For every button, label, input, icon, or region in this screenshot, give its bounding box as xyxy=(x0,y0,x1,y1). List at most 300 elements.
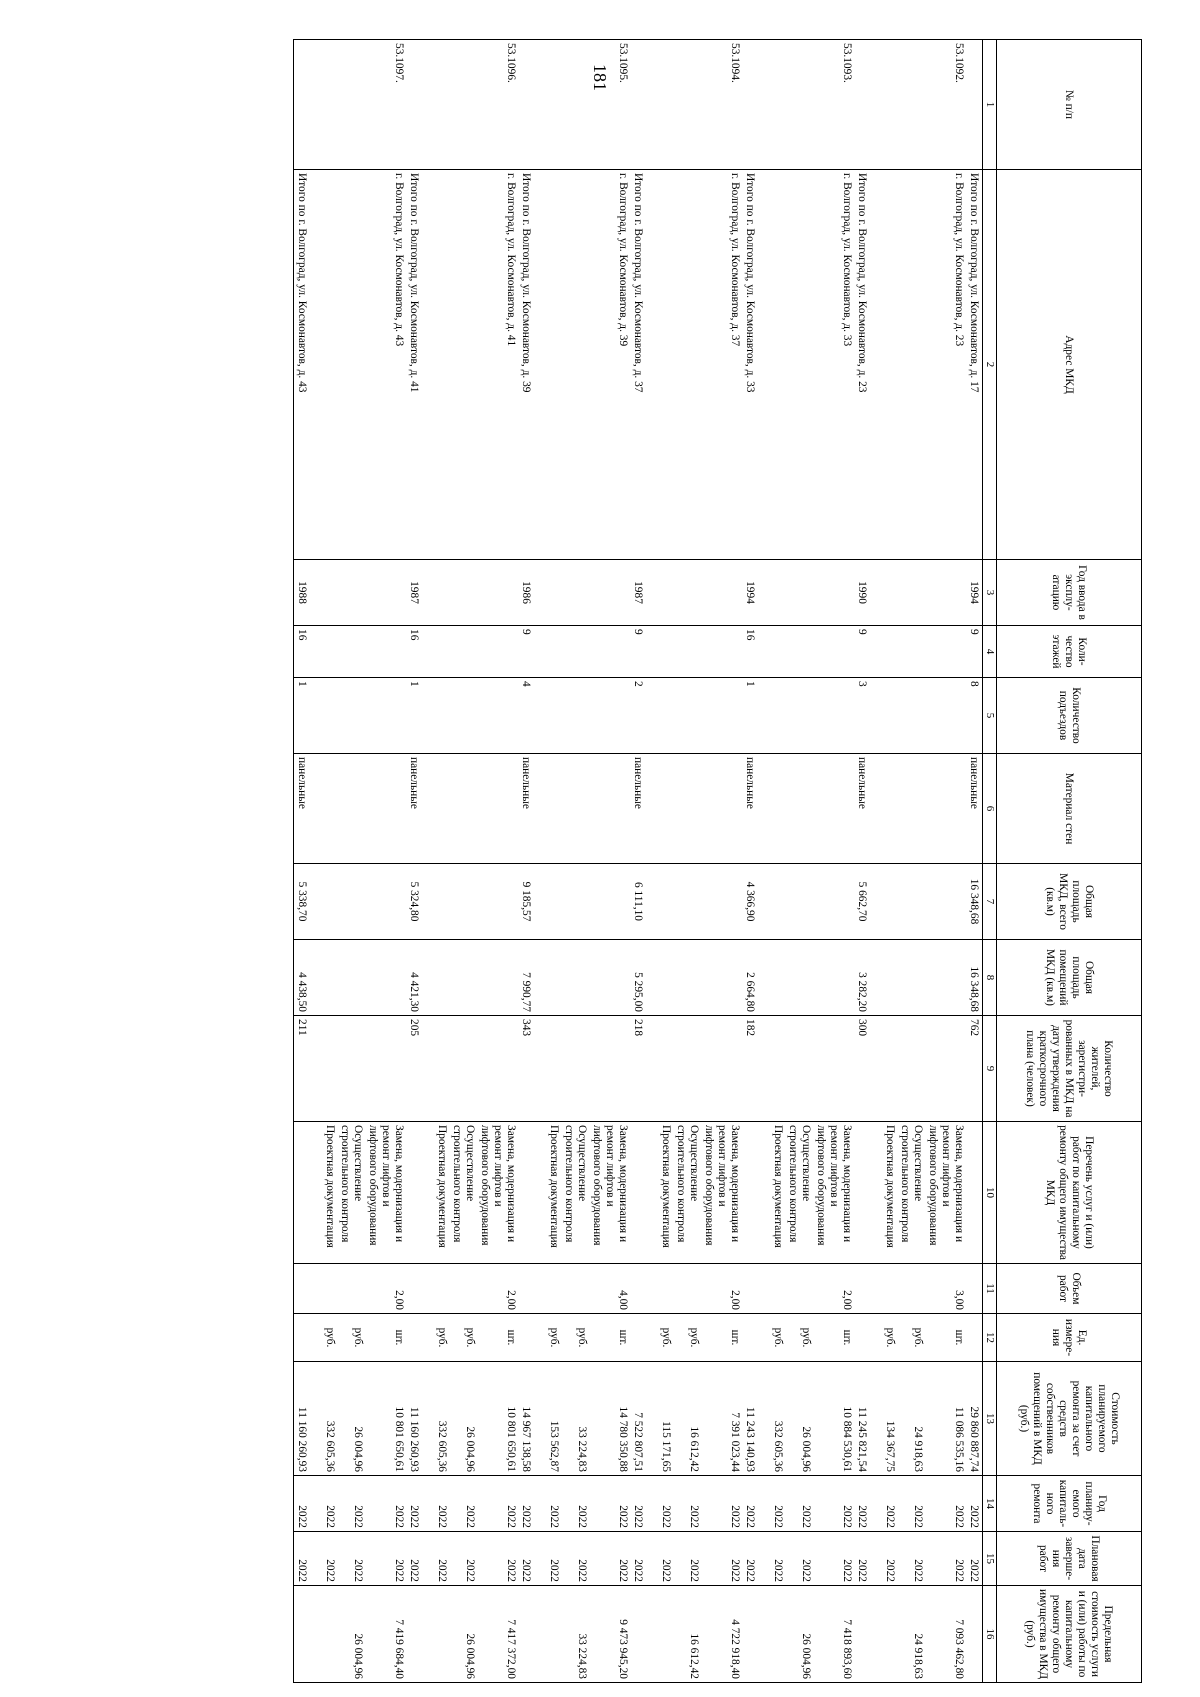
column-number: 9 xyxy=(983,1016,997,1122)
total-cell: 2 xyxy=(630,678,646,754)
table-cell xyxy=(897,560,925,626)
cost-cell: 26 004,96 xyxy=(449,1362,477,1476)
table-cell xyxy=(701,754,742,864)
spacer-cell xyxy=(422,1122,434,1264)
total-row xyxy=(854,40,870,1683)
spacer-cell xyxy=(758,40,770,170)
spacer-cell xyxy=(646,40,658,170)
spacer-cell xyxy=(870,754,882,864)
cost-cell: 134 367,75 xyxy=(882,1362,897,1476)
spacer-cell xyxy=(870,678,882,754)
spacer-cell xyxy=(422,754,434,864)
total-cell: 11 160 260,93 xyxy=(406,1362,422,1476)
spacer-cell xyxy=(870,1122,882,1264)
spacer-cell xyxy=(422,40,434,170)
spacer-cell xyxy=(422,560,434,626)
header-cell: Общая площадь помещений МКД (кв.м) xyxy=(997,940,1142,1016)
volume-cell: 4,00 xyxy=(589,1264,630,1314)
unit-cell: руб. xyxy=(882,1314,897,1362)
work-description: Осуществление строительного контроля xyxy=(337,1122,365,1264)
total-cell xyxy=(742,40,758,170)
table-cell xyxy=(546,560,561,626)
address-row xyxy=(365,40,406,1683)
table-cell xyxy=(322,678,337,754)
spacer-cell xyxy=(310,560,322,626)
row-number xyxy=(673,40,701,170)
spacer-cell xyxy=(310,940,322,1016)
total-cell: 11 160 260,93 xyxy=(294,1362,311,1476)
table-cell xyxy=(897,678,925,754)
limit-cell: 4 722 918,40 xyxy=(701,1586,742,1683)
spacer-cell xyxy=(534,678,546,754)
spacer-cell xyxy=(870,626,882,678)
spacer-cell xyxy=(534,1264,546,1314)
total-cell: 211 xyxy=(294,1016,311,1122)
table-cell xyxy=(365,940,406,1016)
address-cell: г. Волгоград, ул. Космонавтов, д. 43 xyxy=(365,170,406,560)
table-cell xyxy=(813,678,854,754)
total-cell: 2022 xyxy=(742,1476,758,1532)
work-description: Осуществление строительного контроля xyxy=(785,1122,813,1264)
spacer-cell xyxy=(870,1586,882,1683)
address-cell xyxy=(337,170,365,560)
spacer-cell xyxy=(534,560,546,626)
volume-cell xyxy=(770,1264,785,1314)
spacer-cell xyxy=(646,1264,658,1314)
spacer-cell xyxy=(646,940,658,1016)
spacer-cell xyxy=(310,864,322,940)
column-number: 15 xyxy=(983,1532,997,1586)
total-cell xyxy=(966,1122,983,1264)
address-cell xyxy=(322,170,337,560)
volume-cell xyxy=(673,1264,701,1314)
work-row xyxy=(673,40,701,1683)
spacer-cell xyxy=(534,1532,546,1586)
table-cell xyxy=(897,754,925,864)
spacer-cell xyxy=(534,626,546,678)
row-number: 53.1096. xyxy=(477,40,518,170)
work-description: Проектная документация xyxy=(882,1122,897,1264)
total-row xyxy=(518,40,534,1683)
header-cell: Материал стен xyxy=(997,754,1142,864)
cost-cell: 10 801 650,61 xyxy=(365,1362,406,1476)
table-cell xyxy=(658,560,673,626)
table-cell xyxy=(561,940,589,1016)
year-cell: 2022 xyxy=(449,1476,477,1532)
spacer-cell xyxy=(422,864,434,940)
total-cell: 16 348,68 xyxy=(966,864,983,940)
column-number: 12 xyxy=(983,1314,997,1362)
volume-cell: 2,00 xyxy=(365,1264,406,1314)
spacer-cell xyxy=(646,1016,658,1122)
table-cell xyxy=(561,1016,589,1122)
address-row xyxy=(589,40,630,1683)
limit-cell: 33 224,83 xyxy=(561,1586,589,1683)
row-number: 53.1093. xyxy=(813,40,854,170)
end-date-cell: 2022 xyxy=(813,1532,854,1586)
spacer-cell xyxy=(310,1362,322,1476)
total-cell xyxy=(966,40,983,170)
work-description: Замена, модернизация и ремонт лифтов и лифтового оборудования xyxy=(365,1122,406,1264)
table-cell xyxy=(701,626,742,678)
table-cell xyxy=(449,560,477,626)
spacer-cell xyxy=(758,1532,770,1586)
total-cell xyxy=(854,40,870,170)
spacer-cell xyxy=(310,1586,322,1683)
table-cell xyxy=(813,1016,854,1122)
address-row xyxy=(701,40,742,1683)
table-cell xyxy=(546,678,561,754)
cost-cell: 26 004,96 xyxy=(337,1362,365,1476)
spacer-cell xyxy=(758,1362,770,1476)
total-cell: 11 245 821,54 xyxy=(854,1362,870,1476)
total-cell: панельные xyxy=(518,754,534,864)
column-number: 2 xyxy=(983,170,997,560)
unit-cell: руб. xyxy=(322,1314,337,1362)
address-row xyxy=(477,40,518,1683)
header-cell: Стоимость планируемого капитального ремонта за счет средств собственников помещений в МКД (руб.) xyxy=(997,1362,1142,1476)
total-cell xyxy=(518,1314,534,1362)
total-cell: 2022 xyxy=(966,1532,983,1586)
total-cell: 1 xyxy=(406,678,422,754)
address-cell xyxy=(658,170,673,560)
year-cell: 2022 xyxy=(925,1476,966,1532)
spacer-row xyxy=(310,40,322,1683)
cost-cell: 115 171,65 xyxy=(658,1362,673,1476)
table-cell xyxy=(658,864,673,940)
total-cell xyxy=(966,1314,983,1362)
spacer-cell xyxy=(758,170,770,560)
column-number: 7 xyxy=(983,864,997,940)
column-number: 11 xyxy=(983,1264,997,1314)
spacer-cell xyxy=(646,678,658,754)
repair-plan-table xyxy=(293,39,1142,1683)
spacer-cell xyxy=(646,560,658,626)
table-cell xyxy=(337,864,365,940)
unit-cell: шт. xyxy=(701,1314,742,1362)
table-cell xyxy=(434,626,449,678)
work-description: Проектная документация xyxy=(434,1122,449,1264)
address-cell: г. Волгоград, ул. Космонавтов, д. 33 xyxy=(813,170,854,560)
table-cell xyxy=(882,754,897,864)
limit-cell: 26 004,96 xyxy=(449,1586,477,1683)
total-cell: 2022 xyxy=(518,1476,534,1532)
total-cell: 16 348,68 xyxy=(966,940,983,1016)
table-cell xyxy=(434,940,449,1016)
total-cell xyxy=(294,1586,311,1683)
limit-cell xyxy=(770,1586,785,1683)
table-cell xyxy=(322,560,337,626)
total-cell xyxy=(742,1264,758,1314)
unit-cell: руб. xyxy=(546,1314,561,1362)
table-cell xyxy=(813,560,854,626)
column-number: 14 xyxy=(983,1476,997,1532)
spacer-cell xyxy=(534,1476,546,1532)
spacer-cell xyxy=(422,626,434,678)
spacer-cell xyxy=(646,1122,658,1264)
work-description: Замена, модернизация и ремонт лифтов и лифтового оборудования xyxy=(813,1122,854,1264)
spacer-cell xyxy=(310,754,322,864)
spacer-cell xyxy=(758,1476,770,1532)
total-cell: 2022 xyxy=(518,1532,534,1586)
total-cell: 7 522 807,51 xyxy=(630,1362,646,1476)
end-date-cell: 2022 xyxy=(673,1532,701,1586)
table-cell xyxy=(925,678,966,754)
total-cell: 182 xyxy=(742,1016,758,1122)
table-cell xyxy=(770,864,785,940)
year-cell: 2022 xyxy=(546,1476,561,1532)
spacer-cell xyxy=(534,754,546,864)
total-cell xyxy=(630,1122,646,1264)
total-cell xyxy=(518,1264,534,1314)
work-description: Осуществление строительного контроля xyxy=(897,1122,925,1264)
total-cell: 1 xyxy=(294,678,311,754)
total-cell xyxy=(854,1122,870,1264)
total-cell: 1986 xyxy=(518,560,534,626)
total-cell: панельные xyxy=(854,754,870,864)
table-cell xyxy=(337,626,365,678)
header-cell: Ед. измере-ния xyxy=(997,1314,1142,1362)
table-cell xyxy=(365,864,406,940)
year-cell: 2022 xyxy=(477,1476,518,1532)
page-number: 181 xyxy=(589,63,610,91)
spacer-cell xyxy=(310,626,322,678)
table-body xyxy=(294,40,983,1683)
work-description: Осуществление строительного контроля xyxy=(561,1122,589,1264)
table-cell xyxy=(701,1016,742,1122)
total-cell xyxy=(630,40,646,170)
total-cell: Итого по г. Волгоград, ул. Космонавтов, д. 17 xyxy=(966,170,983,560)
table-cell xyxy=(477,754,518,864)
total-cell: 2022 xyxy=(294,1476,311,1532)
end-date-cell: 2022 xyxy=(561,1532,589,1586)
spacer-cell xyxy=(310,40,322,170)
spacer-cell xyxy=(646,864,658,940)
spacer-cell xyxy=(422,1264,434,1314)
table-cell xyxy=(925,940,966,1016)
volume-cell xyxy=(322,1264,337,1314)
total-cell: Итого по г. Волгоград, ул. Космонавтов, д. 41 xyxy=(406,170,422,560)
unit-cell: руб. xyxy=(673,1314,701,1362)
end-date-cell: 2022 xyxy=(925,1532,966,1586)
total-cell: 5 338,70 xyxy=(294,864,311,940)
table-cell xyxy=(561,626,589,678)
table-cell xyxy=(589,754,630,864)
total-cell: 2022 xyxy=(406,1476,422,1532)
table-cell xyxy=(673,560,701,626)
total-row xyxy=(406,40,422,1683)
address-cell xyxy=(770,170,785,560)
volume-cell: 2,00 xyxy=(477,1264,518,1314)
table-cell xyxy=(477,678,518,754)
spacer-cell xyxy=(870,1264,882,1314)
work-row xyxy=(882,40,897,1683)
unit-cell: руб. xyxy=(449,1314,477,1362)
total-cell xyxy=(406,1586,422,1683)
total-cell: 300 xyxy=(854,1016,870,1122)
total-cell: 2022 xyxy=(966,1476,983,1532)
work-row xyxy=(337,40,365,1683)
end-date-cell: 2022 xyxy=(785,1532,813,1586)
address-cell xyxy=(673,170,701,560)
table-cell xyxy=(882,864,897,940)
header-cell: Год планиру-емого капиталь-ного ремонта xyxy=(997,1476,1142,1532)
row-number xyxy=(434,40,449,170)
table-cell xyxy=(813,626,854,678)
spacer-cell xyxy=(758,1016,770,1122)
unit-cell: шт. xyxy=(365,1314,406,1362)
limit-cell: 26 004,96 xyxy=(785,1586,813,1683)
spacer-cell xyxy=(646,1476,658,1532)
total-cell: 9 185,57 xyxy=(518,864,534,940)
table-cell xyxy=(337,754,365,864)
column-number: 16 xyxy=(983,1586,997,1683)
spacer-cell xyxy=(870,40,882,170)
table-cell xyxy=(897,626,925,678)
spacer-cell xyxy=(758,1122,770,1264)
table-cell xyxy=(785,626,813,678)
volume-cell: 2,00 xyxy=(701,1264,742,1314)
year-cell: 2022 xyxy=(365,1476,406,1532)
total-cell xyxy=(294,1122,311,1264)
spacer-cell xyxy=(758,1314,770,1362)
work-row xyxy=(449,40,477,1683)
work-description: Проектная документация xyxy=(546,1122,561,1264)
spacer-row xyxy=(422,40,434,1683)
total-cell: 6 111,10 xyxy=(630,864,646,940)
total-cell: 3 282,20 xyxy=(854,940,870,1016)
total-cell: 4 xyxy=(518,678,534,754)
volume-cell xyxy=(449,1264,477,1314)
work-description: Замена, модернизация и ремонт лифтов и лифтового оборудования xyxy=(589,1122,630,1264)
total-cell xyxy=(854,1314,870,1362)
table-cell xyxy=(770,626,785,678)
spacer-row xyxy=(534,40,546,1683)
table-cell xyxy=(337,1016,365,1122)
table-cell xyxy=(770,754,785,864)
total-cell xyxy=(406,40,422,170)
limit-cell xyxy=(546,1586,561,1683)
work-row xyxy=(770,40,785,1683)
table-cell xyxy=(589,678,630,754)
total-cell xyxy=(518,1586,534,1683)
end-date-cell: 2022 xyxy=(337,1532,365,1586)
unit-cell: руб. xyxy=(897,1314,925,1362)
table-cell xyxy=(337,940,365,1016)
limit-cell: 24 918,63 xyxy=(897,1586,925,1683)
total-cell: 16 xyxy=(294,626,311,678)
total-cell xyxy=(966,1586,983,1683)
table-cell xyxy=(770,678,785,754)
total-cell: Итого по г. Волгоград, ул. Космонавтов, д. 23 xyxy=(854,170,870,560)
address-cell: г. Волгоград, ул. Космонавтов, д. 23 xyxy=(925,170,966,560)
total-cell xyxy=(854,1586,870,1683)
spacer-cell xyxy=(310,678,322,754)
limit-cell: 7 093 462,80 xyxy=(925,1586,966,1683)
table-cell xyxy=(701,864,742,940)
table-cell xyxy=(337,560,365,626)
work-description: Осуществление строительного контроля xyxy=(673,1122,701,1264)
spacer-cell xyxy=(870,1314,882,1362)
spacer-cell xyxy=(534,940,546,1016)
row-number xyxy=(322,40,337,170)
table-cell xyxy=(882,940,897,1016)
total-cell xyxy=(406,1264,422,1314)
total-cell xyxy=(294,1264,311,1314)
total-cell: 218 xyxy=(630,1016,646,1122)
spacer-cell xyxy=(758,940,770,1016)
spacer-cell xyxy=(534,1362,546,1476)
cost-cell: 26 004,96 xyxy=(785,1362,813,1476)
table-cell xyxy=(658,678,673,754)
limit-cell xyxy=(882,1586,897,1683)
total-cell: 1988 xyxy=(294,560,311,626)
column-number-row xyxy=(983,40,997,1683)
unit-cell: шт. xyxy=(589,1314,630,1362)
work-description: Осуществление строительного контроля xyxy=(449,1122,477,1264)
spacer-cell xyxy=(310,1314,322,1362)
spacer-cell xyxy=(534,170,546,560)
table-cell xyxy=(658,626,673,678)
table-cell xyxy=(882,678,897,754)
spacer-cell xyxy=(646,1362,658,1476)
row-number: 53.1095. xyxy=(589,40,630,170)
table-cell xyxy=(673,626,701,678)
work-row xyxy=(434,40,449,1683)
spacer-cell xyxy=(534,1314,546,1362)
table-cell xyxy=(434,864,449,940)
end-date-cell: 2022 xyxy=(701,1532,742,1586)
limit-cell xyxy=(658,1586,673,1683)
table-cell xyxy=(322,1016,337,1122)
table-cell xyxy=(322,626,337,678)
table-cell xyxy=(785,560,813,626)
total-cell: 16 xyxy=(406,626,422,678)
table-cell xyxy=(546,754,561,864)
total-cell xyxy=(742,1314,758,1362)
work-row xyxy=(546,40,561,1683)
address-row xyxy=(813,40,854,1683)
table-cell xyxy=(365,560,406,626)
table-cell xyxy=(589,940,630,1016)
spacer-cell xyxy=(758,754,770,864)
total-cell: 1987 xyxy=(630,560,646,626)
limit-cell: 7 417 372,00 xyxy=(477,1586,518,1683)
total-cell xyxy=(742,1586,758,1683)
total-cell: 1994 xyxy=(742,560,758,626)
table-cell xyxy=(770,940,785,1016)
spacer-cell xyxy=(646,1532,658,1586)
total-cell: 4 438,50 xyxy=(294,940,311,1016)
cost-cell: 10 801 650,61 xyxy=(477,1362,518,1476)
address-cell: г. Волгоград, ул. Космонавтов, д. 41 xyxy=(477,170,518,560)
total-cell: 9 xyxy=(630,626,646,678)
unit-cell: шт. xyxy=(813,1314,854,1362)
table-cell xyxy=(546,1016,561,1122)
total-cell: Итого по г. Волгоград, ул. Космонавтов, д. 39 xyxy=(518,170,534,560)
total-cell: 2022 xyxy=(854,1476,870,1532)
volume-cell xyxy=(561,1264,589,1314)
total-cell: 1 xyxy=(742,678,758,754)
row-number: 53.1092. xyxy=(925,40,966,170)
table-cell xyxy=(673,864,701,940)
table-cell xyxy=(897,1016,925,1122)
limit-cell: 7 419 684,40 xyxy=(365,1586,406,1683)
total-row xyxy=(630,40,646,1683)
total-cell: 2022 xyxy=(854,1532,870,1586)
total-cell: 7 990,77 xyxy=(518,940,534,1016)
table-cell xyxy=(925,1016,966,1122)
